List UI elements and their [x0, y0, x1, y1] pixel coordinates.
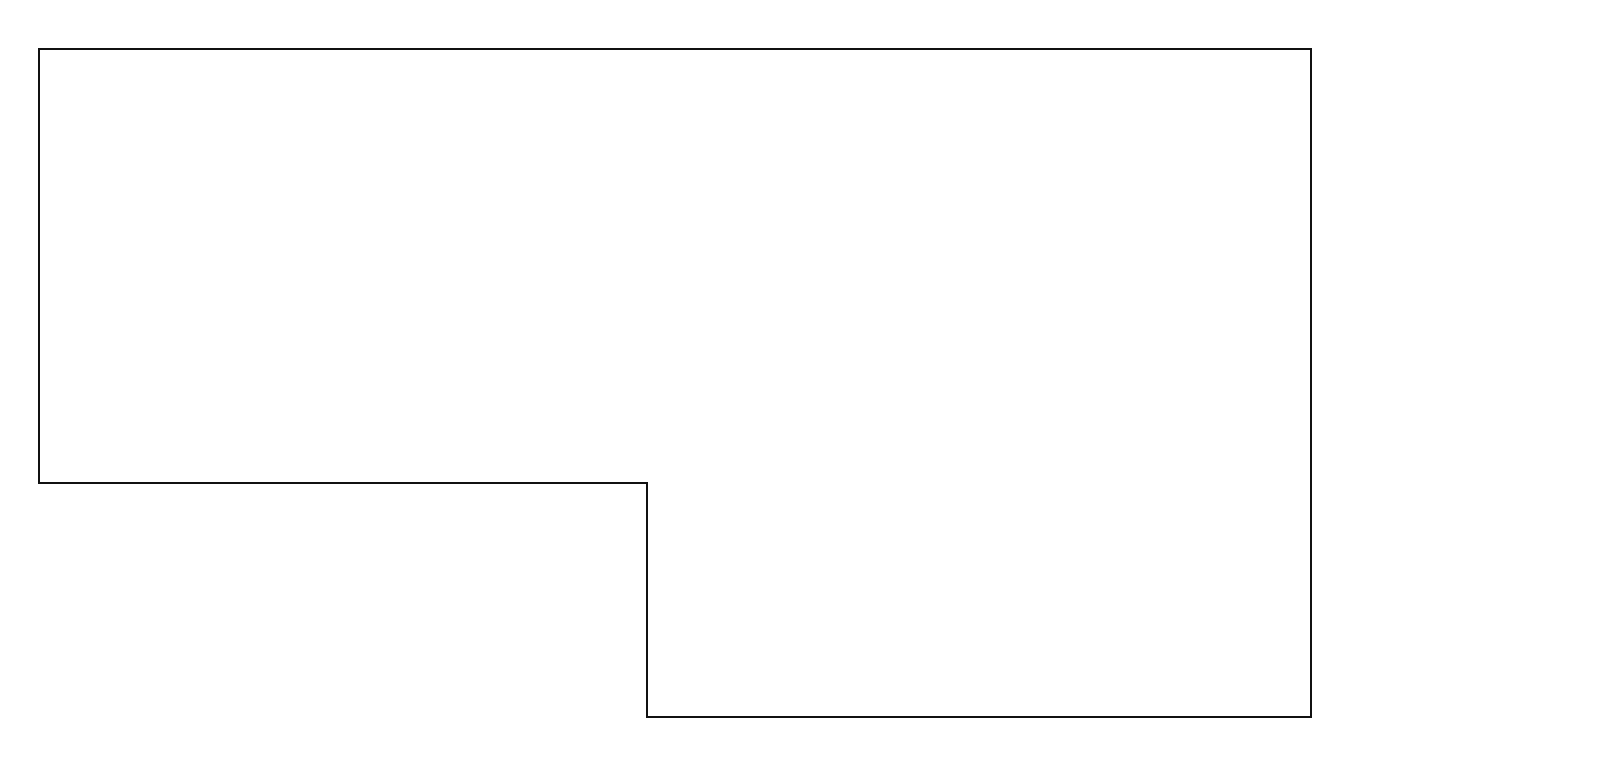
frame-inner-left-border [646, 482, 648, 718]
frame-bottom-border [646, 716, 1312, 718]
frame-right-border [1310, 48, 1312, 718]
frame-top-border [38, 48, 1312, 50]
barcode [1326, 96, 1526, 520]
frame-left-border [38, 48, 40, 484]
frame-step-border [38, 482, 648, 484]
